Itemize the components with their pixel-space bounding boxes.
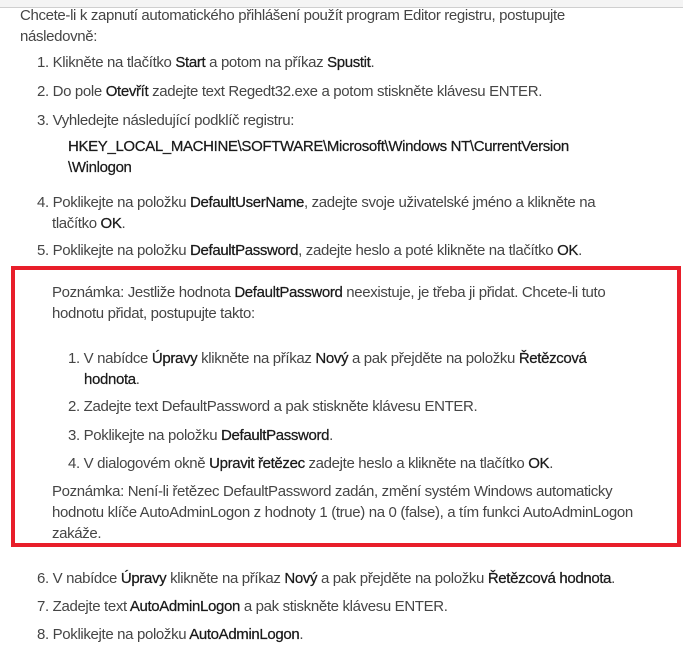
step-2 xyxy=(37,82,542,102)
ui-term-ok: OK xyxy=(528,455,550,472)
ui-term-defaultusername: DefaultUserName xyxy=(190,194,304,211)
step-text: Poklikejte na položku xyxy=(52,242,191,259)
ui-term-upravy: Úpravy xyxy=(120,570,167,587)
step-number: 2. xyxy=(37,83,49,100)
substep-1 xyxy=(68,349,587,369)
ui-term-ok: OK xyxy=(100,215,122,232)
ui-term-otevrit: Otevřít xyxy=(105,83,149,100)
note-2-line-3: zakáže. xyxy=(52,525,102,542)
step-text: V nabídce xyxy=(52,570,121,587)
ui-term-novy: Nový xyxy=(284,570,318,587)
step-3 xyxy=(37,111,294,131)
note-text: neexistuje, je třeba ji přidat. Chcete-li tuto xyxy=(342,284,606,301)
intro-paragraph-line-2: následovně: xyxy=(20,28,98,45)
step-text: , zadejte heslo a poté klikněte na tlačítko xyxy=(298,242,558,259)
step-text: . xyxy=(611,570,615,587)
substep-text: a pak přejděte na položku xyxy=(348,350,519,367)
step-number: 7. xyxy=(37,598,49,615)
substep-text: . xyxy=(135,371,140,388)
step-text: a pak přejděte na položku xyxy=(317,570,488,587)
ui-term-defaultpassword: DefaultPassword xyxy=(234,284,343,301)
note-1-line-1 xyxy=(52,283,605,303)
note-2-line-2: hodnotu klíče AutoAdminLogon z hodnoty 1 (true) na 0 (false), a tím funkci AutoAdminLogon xyxy=(52,504,633,521)
step-7 xyxy=(37,597,448,617)
substep-text: zadejte heslo a klikněte na tlačítko xyxy=(304,455,529,472)
step-text: Poklikejte na položku xyxy=(52,626,190,643)
ui-term-novy: Nový xyxy=(315,350,349,367)
step-text: Poklikejte na položku xyxy=(52,194,191,211)
ui-term-retezcova-hodnota: Řetězcová hodnota xyxy=(487,570,612,587)
step-number: 8. xyxy=(37,626,49,643)
step-5 xyxy=(37,241,582,261)
step-number: 5. xyxy=(37,242,49,259)
substep-text: . xyxy=(549,455,554,472)
intro-paragraph-line-1: Chcete-li k zapnutí automatického přihlášení použít program Editor registru, postupujte xyxy=(20,7,565,24)
step-number: 1. xyxy=(37,54,49,71)
ui-term-defaultpassword: DefaultPassword xyxy=(190,242,299,259)
ui-term-autoadminlogon: AutoAdminLogon xyxy=(189,626,300,643)
ui-term-ok: OK xyxy=(557,242,579,259)
ui-term-retezcova: Řetězcová xyxy=(518,350,587,367)
substep-3 xyxy=(68,426,333,446)
substep-text: V nabídce xyxy=(83,350,152,367)
substep-4 xyxy=(68,454,553,474)
step-text: . xyxy=(578,242,582,259)
step-number: 6. xyxy=(37,570,49,587)
substep-text: Zadejte text DefaultPassword a pak stiskněte klávesu ENTER. xyxy=(83,398,478,415)
registry-key-path-line-2: \Winlogon xyxy=(68,159,132,176)
ui-term-start: Start xyxy=(175,54,206,71)
step-text: a potom na příkaz xyxy=(205,54,328,71)
ui-term-hodnota: hodnota xyxy=(84,371,136,388)
substep-2 xyxy=(68,397,477,417)
step-text: klikněte na příkaz xyxy=(166,570,285,587)
step-4-continued xyxy=(52,214,125,234)
step-text: a pak stiskněte klávesu ENTER. xyxy=(240,598,448,615)
step-1 xyxy=(37,53,374,73)
step-text: tlačítko xyxy=(52,215,101,232)
ui-term-upravy: Úpravy xyxy=(151,350,198,367)
step-text: , zadejte svoje uživatelské jméno a klikněte na xyxy=(304,194,596,211)
substep-text: klikněte na příkaz xyxy=(197,350,316,367)
step-text: Klikněte na tlačítko xyxy=(52,54,176,71)
note-text: Poznámka: Jestliže hodnota xyxy=(52,284,235,301)
step-text: . xyxy=(121,215,126,232)
step-text: Zadejte text xyxy=(52,598,130,615)
step-text: Do pole xyxy=(52,83,106,100)
substep-text: Poklikejte na položku xyxy=(83,427,222,444)
step-6 xyxy=(37,569,615,589)
ui-term-defaultpassword: DefaultPassword xyxy=(221,427,330,444)
ui-term-upravit-retezec: Upravit řetězec xyxy=(209,455,305,472)
substep-text: . xyxy=(329,427,333,444)
step-text: zadejte text Regedt32.exe a potom stiskněte klávesu ENTER. xyxy=(148,83,543,100)
ui-term-spustit: Spustit xyxy=(327,54,371,71)
substep-number: 4. xyxy=(68,455,80,472)
step-number: 4. xyxy=(37,194,49,211)
step-4 xyxy=(37,193,595,213)
step-text: . xyxy=(370,54,375,71)
note-1-line-2: hodnotu přidat, postupujte takto: xyxy=(52,305,255,322)
ui-term-autoadminlogon: AutoAdminLogon xyxy=(129,598,240,615)
step-number: 3. xyxy=(37,112,49,129)
substep-text: V dialogovém okně xyxy=(83,455,210,472)
substep-1-continued xyxy=(84,370,140,390)
step-text: Vyhledejte následující podklíč registru: xyxy=(52,112,295,129)
registry-key-path-line-1: HKEY_LOCAL_MACHINE\SOFTWARE\Microsoft\Windows NT\CurrentVersion xyxy=(68,138,569,155)
note-2-line-1: Poznámka: Není-li řetězec DefaultPassword zadán, změní systém Windows automaticky xyxy=(52,483,613,500)
step-8 xyxy=(37,625,303,645)
substep-number: 1. xyxy=(68,350,80,367)
step-text: . xyxy=(299,626,304,643)
substep-number: 2. xyxy=(68,398,80,415)
substep-number: 3. xyxy=(68,427,80,444)
